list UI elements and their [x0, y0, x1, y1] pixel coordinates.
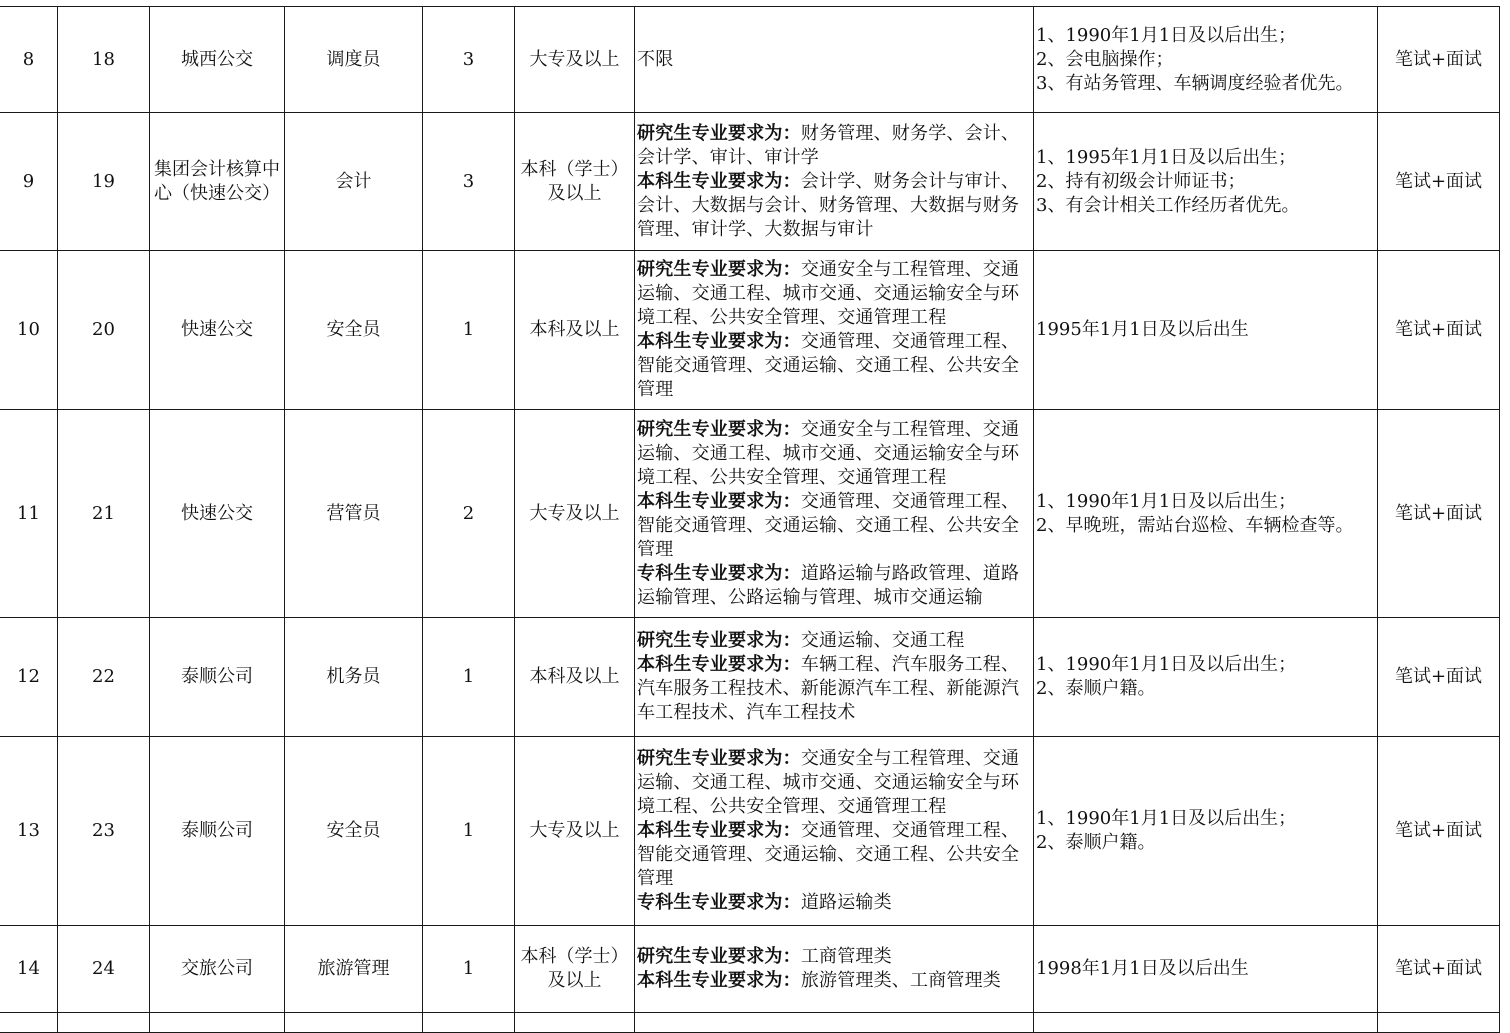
- seq-cell: 12: [0, 618, 58, 737]
- seq-cell: 14: [0, 926, 58, 1013]
- count-cell: 3: [423, 7, 515, 113]
- requirement-line: 1998年1月1日及以后出生: [1036, 958, 1249, 979]
- major-cell: [635, 251, 1034, 410]
- exam-method-cell: 笔试+面试: [1378, 7, 1500, 113]
- exam-method-cell: 笔试+面试: [1378, 113, 1500, 251]
- education-cell: 大专及以上: [515, 7, 635, 113]
- major-text: 交通运输、交通工程: [800, 630, 965, 651]
- major-label: 本科生专业要求为：: [637, 970, 801, 991]
- major-label: 研究生专业要求为：: [637, 630, 801, 651]
- major-label: 专科生专业要求为：: [637, 892, 801, 913]
- requirement-line: 1、1995年1月1日及以后出生；: [1036, 146, 1297, 168]
- requirement-line: 2、持有初级会计师证书；: [1036, 170, 1246, 192]
- post-no-cell: 19: [58, 113, 150, 251]
- position-cell: 营管员: [285, 410, 423, 618]
- post-no-cell: 18: [58, 7, 150, 113]
- post-no-cell: 22: [58, 618, 150, 737]
- other-requirements-cell: [1034, 113, 1378, 251]
- major-cell: [635, 618, 1034, 737]
- seq-cell: 11: [0, 410, 58, 618]
- major-text: 交通管理、交通管理工程、智能交通管理、交通运输、交通工程、公共安全管理: [637, 331, 1020, 400]
- major-label: 本科生专业要求为：: [637, 170, 801, 192]
- requirement-line: 3、有站务管理、车辆调度经验者优先。: [1036, 72, 1354, 94]
- major-text: 交通管理、交通管理工程、智能交通管理、交通运输、交通工程、公共安全管理: [637, 820, 1020, 889]
- major-text: 交通安全与工程管理、交通运输、交通工程、城市交通、交通运输安全与环境工程、公共安全管理、交通管理工程: [637, 259, 1020, 328]
- table-row: [0, 618, 1500, 737]
- major-label: 本科生专业要求为：: [637, 490, 801, 512]
- post-no-cell: 20: [58, 251, 150, 410]
- education-cell: 本科（学士）及以上: [515, 113, 635, 251]
- major-requirement: [637, 490, 1031, 562]
- table-row: [0, 737, 1500, 926]
- empty-cell: [1378, 1013, 1500, 1033]
- major-label: 研究生专业要求为：: [637, 259, 801, 280]
- requirement-line: 2、早晚班，需站台巡检、车辆检查等。: [1036, 514, 1354, 536]
- position-cell: 机务员: [285, 618, 423, 737]
- major-requirement: [637, 122, 1031, 170]
- major-cell: [635, 926, 1034, 1013]
- position-cell: 调度员: [285, 7, 423, 113]
- other-requirements-cell: [1034, 618, 1378, 737]
- exam-method-cell: 笔试+面试: [1378, 926, 1500, 1013]
- unit-cell: 快速公交: [150, 410, 285, 618]
- major-text: 交通管理、交通管理工程、智能交通管理、交通运输、交通工程、公共安全管理: [637, 490, 1020, 560]
- major-label: 研究生专业要求为：: [637, 418, 801, 440]
- major-requirement: [637, 629, 1031, 653]
- major-text: 工商管理类: [800, 946, 892, 967]
- education-cell: 本科及以上: [515, 618, 635, 737]
- major-label: 专科生专业要求为：: [637, 562, 801, 584]
- count-cell: 2: [423, 410, 515, 618]
- major-requirement: [637, 330, 1031, 402]
- major-cell: [635, 113, 1034, 251]
- major-requirement: [637, 562, 1031, 610]
- table-row: [0, 251, 1500, 410]
- unit-cell: 快速公交: [150, 251, 285, 410]
- major-requirement: [637, 819, 1031, 891]
- exam-method-cell: 笔试+面试: [1378, 618, 1500, 737]
- seq-cell: 13: [0, 737, 58, 926]
- table-row: [0, 7, 1500, 113]
- other-requirements-cell: [1034, 251, 1378, 410]
- post-no-cell: 24: [58, 926, 150, 1013]
- other-requirements-cell: [1034, 737, 1378, 926]
- exam-method-cell: 笔试+面试: [1378, 410, 1500, 618]
- education-cell: 本科及以上: [515, 251, 635, 410]
- requirement-line: 2、泰顺户籍。: [1036, 832, 1156, 853]
- requirement-line: 1、1990年1月1日及以后出生；: [1036, 808, 1297, 829]
- major-text: 道路运输类: [800, 892, 892, 913]
- major-label: 研究生专业要求为：: [637, 748, 801, 769]
- education-cell: 大专及以上: [515, 737, 635, 926]
- major-text: 会计学、财务会计与审计、会计、大数据与会计、财务管理、大数据与财务管理、审计学、大数据与审计: [637, 170, 1020, 240]
- major-label: 本科生专业要求为：: [637, 331, 801, 352]
- count-cell: 1: [423, 926, 515, 1013]
- empty-cell: [150, 1013, 285, 1033]
- empty-cell: [285, 1013, 423, 1033]
- major-requirement: [637, 945, 1031, 969]
- major-text: 交通安全与工程管理、交通运输、交通工程、城市交通、交通运输安全与环境工程、公共安全管理、交通管理工程: [637, 418, 1020, 488]
- exam-method-cell: 笔试+面试: [1378, 737, 1500, 926]
- seq-cell: 8: [0, 7, 58, 113]
- count-cell: 3: [423, 113, 515, 251]
- major-text: 车辆工程、汽车服务工程、汽车服务工程技术、新能源汽车工程、新能源汽车工程技术、汽车工程技术: [637, 654, 1020, 723]
- education-cell: 大专及以上: [515, 410, 635, 618]
- table-row: [0, 926, 1500, 1013]
- empty-cell: [58, 1013, 150, 1033]
- major-requirement: [637, 653, 1031, 725]
- major-requirement: [637, 891, 1031, 915]
- empty-cell: [423, 1013, 515, 1033]
- unit-cell: 集团会计核算中心（快速公交）: [150, 113, 285, 251]
- major-cell: [635, 737, 1034, 926]
- unit-cell: 泰顺公司: [150, 737, 285, 926]
- unit-cell: 泰顺公司: [150, 618, 285, 737]
- other-requirements-cell: [1034, 7, 1378, 113]
- position-cell: 安全员: [285, 251, 423, 410]
- count-cell: 1: [423, 251, 515, 410]
- table-row: [0, 410, 1500, 618]
- requirement-line: 2、泰顺户籍。: [1036, 678, 1156, 699]
- empty-cell: [1034, 1013, 1378, 1033]
- count-cell: 1: [423, 737, 515, 926]
- empty-cell: [0, 1013, 58, 1033]
- other-requirements-cell: [1034, 410, 1378, 618]
- other-requirements-cell: [1034, 926, 1378, 1013]
- recruitment-table: [0, 6, 1500, 1033]
- requirement-line: 2、会电脑操作；: [1036, 48, 1174, 70]
- table-body: [0, 7, 1500, 1033]
- major-text: 旅游管理类、工商管理类: [800, 970, 1002, 991]
- empty-cell: [635, 1013, 1034, 1033]
- position-cell: 会计: [285, 113, 423, 251]
- major-requirement: [637, 258, 1031, 330]
- unit-cell: 城西公交: [150, 7, 285, 113]
- empty-cell: [515, 1013, 635, 1033]
- table-row-cut: [0, 1013, 1500, 1033]
- major-text: 交通安全与工程管理、交通运输、交通工程、城市交通、交通运输安全与环境工程、公共安全管理、交通管理工程: [637, 748, 1020, 817]
- table-row: [0, 113, 1500, 251]
- position-cell: 安全员: [285, 737, 423, 926]
- post-no-cell: 23: [58, 737, 150, 926]
- major-text: 财务管理、财务学、会计、会计学、审计、审计学: [637, 122, 1020, 168]
- exam-method-cell: 笔试+面试: [1378, 251, 1500, 410]
- major-requirement: [637, 418, 1031, 490]
- major-label: 研究生专业要求为：: [637, 946, 801, 967]
- requirement-line: 1、1990年1月1日及以后出生；: [1036, 654, 1297, 675]
- major-label: 研究生专业要求为：: [637, 122, 801, 144]
- major-cell: [635, 410, 1034, 618]
- major-requirement: [637, 170, 1031, 242]
- major-text: 道路运输与路政管理、道路运输管理、公路运输与管理、城市交通运输: [637, 562, 1020, 608]
- requirement-line: 3、有会计相关工作经历者优先。: [1036, 194, 1300, 216]
- unit-cell: 交旅公司: [150, 926, 285, 1013]
- count-cell: 1: [423, 618, 515, 737]
- position-cell: 旅游管理: [285, 926, 423, 1013]
- major-plain: 不限: [637, 48, 674, 70]
- requirement-line: 1、1990年1月1日及以后出生；: [1036, 24, 1297, 46]
- major-label: 本科生专业要求为：: [637, 654, 801, 675]
- education-cell: 本科（学士）及以上: [515, 926, 635, 1013]
- major-label: 本科生专业要求为：: [637, 820, 801, 841]
- major-cell: [635, 7, 1034, 113]
- post-no-cell: 21: [58, 410, 150, 618]
- seq-cell: 9: [0, 113, 58, 251]
- major-requirement: [637, 969, 1031, 993]
- major-requirement: [637, 747, 1031, 819]
- requirement-line: 1995年1月1日及以后出生: [1036, 319, 1249, 340]
- requirement-line: 1、1990年1月1日及以后出生；: [1036, 490, 1297, 512]
- seq-cell: 10: [0, 251, 58, 410]
